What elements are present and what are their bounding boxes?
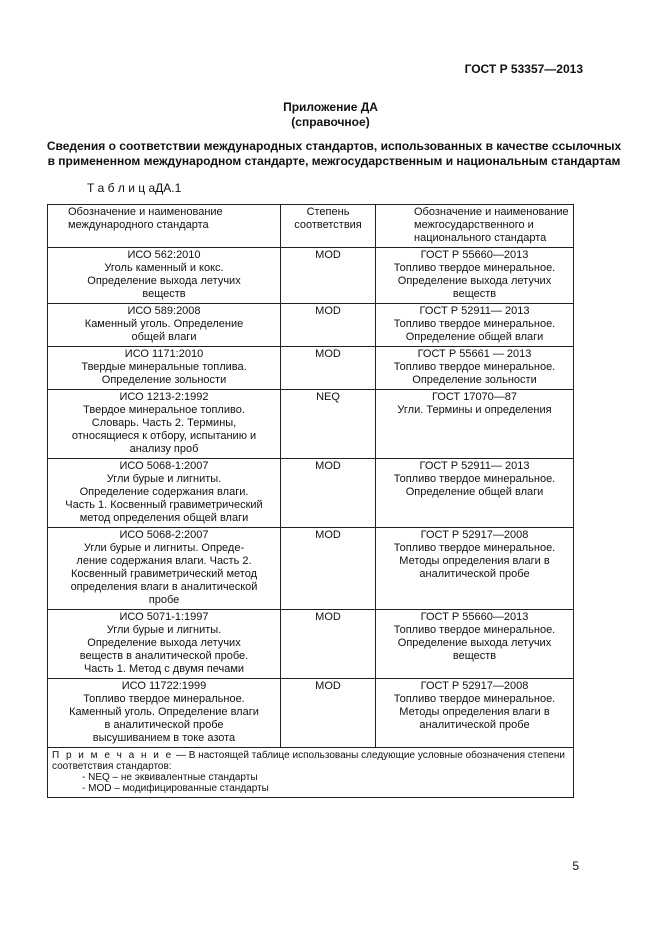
note-prefix: П р и м е ч а н и е (52, 750, 174, 761)
national-standard-cell (376, 528, 574, 610)
cell-line: Угли бурые и лигниты. (106, 473, 222, 485)
cell-line: Каменный уголь. Определение влаги (69, 706, 259, 718)
table-row (48, 347, 574, 390)
table-label-prefix: Т а б л и ц а (87, 181, 156, 195)
document-code: ГОСТ Р 53357—2013 (464, 62, 583, 76)
cell-line: определения влаги в аналитической (70, 581, 258, 593)
cell-line: ГОСТ 17070—87 (431, 391, 518, 403)
intl-standard-cell (48, 304, 281, 347)
header-national-standard (376, 205, 574, 248)
cell-line: ГОСТ Р 52911— 2013 (419, 305, 530, 317)
table-row (48, 610, 574, 679)
national-standard-cell (376, 248, 574, 304)
table-row (48, 390, 574, 459)
degree-cell: MOD (281, 304, 376, 347)
degree-cell: MOD (281, 610, 376, 679)
page-number: 5 (572, 859, 579, 873)
cell-line: ИСО 1213-2:1992 (119, 391, 209, 403)
cell-line: Топливо твердое минеральное. (393, 262, 556, 274)
cell-line: Определение общей влаги (405, 486, 544, 498)
cell-line: ИСО 562:2010 (127, 249, 201, 261)
cell-line: Топливо твердое минеральное. (393, 473, 556, 485)
degree-cell: MOD (281, 459, 376, 528)
cell-line: ГОСТ Р 52917—2008 (420, 680, 529, 692)
cell-line: ИСО 1171:2010 (124, 348, 204, 360)
cell-line: Определение зольности (412, 374, 537, 386)
cell-line: веществ (142, 288, 186, 300)
national-standard-cell (376, 390, 574, 459)
header-line: Обозначение и наименование (68, 206, 223, 218)
cell-line: Уголь каменный и кокс. (104, 262, 224, 274)
cell-line: ГОСТ Р 55660—2013 (420, 249, 529, 261)
cell-line: Топливо твердое минеральное. (393, 542, 556, 554)
cell-line: Определение общей влаги (405, 331, 544, 343)
cell-line: ГОСТ Р 52917—2008 (420, 529, 529, 541)
cell-line: пробе (148, 594, 180, 606)
cell-line: Определение выхода летучих веществ (397, 637, 552, 662)
intl-standard-cell (48, 610, 281, 679)
cell-line: Топливо твердое минеральное. (393, 693, 556, 705)
cell-line: Угли бурые и лигниты. Опреде- (83, 542, 245, 554)
cell-line: ГОСТ Р 55660—2013 (420, 611, 529, 623)
cell-line: Угли. Термины и определения (397, 404, 552, 416)
header-degree (281, 205, 376, 248)
note-item: - MOD – модифицированные стандарты (82, 783, 269, 794)
cell-line: ИСО 5068-1:2007 (119, 460, 209, 472)
table-row (48, 528, 574, 610)
degree-cell: MOD (281, 679, 376, 748)
cell-line: Топливо твердое минеральное. (393, 361, 556, 373)
cell-line: ГОСТ Р 55661 — 2013 (417, 348, 532, 360)
header-line: Обозначение и наименование (414, 206, 569, 218)
intl-standard-cell (48, 248, 281, 304)
cell-line: общей влаги (131, 331, 197, 343)
table-row (48, 679, 574, 748)
table-row (48, 304, 574, 347)
cell-line: Твердые минеральные топлива. (81, 361, 247, 373)
cell-line: Методы определения влаги в (399, 555, 550, 567)
cell-line: Косвенный гравиметрический метод (70, 568, 257, 580)
cell-line: веществ в аналитической пробе. (79, 650, 249, 662)
table-label-number: ДА.1 (155, 181, 182, 195)
note-line (52, 750, 569, 761)
cell-line: Топливо твердое минеральное. (83, 693, 245, 705)
degree-cell: NEQ (281, 390, 376, 459)
intl-standard-cell (48, 347, 281, 390)
cell-line: ИСО 5071-1:1997 (119, 611, 209, 623)
cell-line: Определение выхода летучих (87, 637, 241, 649)
national-standard-cell (376, 610, 574, 679)
degree-cell: MOD (281, 248, 376, 304)
cell-line: аналитической пробе (419, 719, 530, 731)
appendix-title (0, 100, 661, 130)
cell-line: Каменный уголь. Определение (84, 318, 244, 330)
cell-line: ГОСТ Р 52911— 2013 (419, 460, 530, 472)
cell-line: метод определения общей влаги (79, 512, 249, 524)
table-header-row (48, 205, 574, 248)
cell-line: в аналитической пробе (104, 719, 224, 731)
cell-line: Определение содержания влаги. (79, 486, 249, 498)
cell-line: Часть 1. Метод с двумя печами (83, 663, 245, 675)
degree-cell: MOD (281, 347, 376, 390)
cell-line: Определение зольности (101, 374, 227, 386)
intl-standard-cell (48, 679, 281, 748)
header-line: межгосударственного и (414, 219, 534, 231)
heading-line: в примененном международном стандарте, межгосударственным и национальным стандартам (47, 154, 621, 168)
header-line: национального стандарта (414, 232, 547, 244)
header-line: международного стандарта (68, 219, 209, 231)
cell-line: Угли бурые и лигниты. (106, 624, 222, 636)
cell-line: ИСО 589:2008 (127, 305, 201, 317)
table-note (48, 748, 574, 798)
header-line: Степень (306, 206, 350, 218)
note-row (48, 748, 574, 798)
appendix-name: Приложение ДА (283, 100, 378, 114)
cell-line: относящиеся к отбору, испытанию и (71, 430, 257, 442)
appendix-type: (справочное) (291, 115, 370, 129)
table-label (87, 181, 181, 195)
cell-line: аналитической пробе (419, 568, 530, 580)
standards-table (47, 204, 574, 798)
intl-standard-cell (48, 528, 281, 610)
cell-line: Твердое минеральное топливо. (83, 404, 245, 416)
cell-line: ИСО 11722:1999 (121, 680, 207, 692)
intl-standard-cell (48, 390, 281, 459)
note-text: — В настоящей таблице использованы следующие условные обозначения степени (173, 750, 565, 761)
cell-line: ление содержания влаги. Часть 2. (76, 555, 252, 567)
intl-standard-cell (48, 459, 281, 528)
degree-cell: MOD (281, 528, 376, 610)
cell-line: анализу проб (129, 443, 199, 455)
header-intl-standard (48, 205, 281, 248)
national-standard-cell (376, 679, 574, 748)
cell-line: ИСО 5068-2:2007 (119, 529, 209, 541)
cell-line: Определение выхода летучих веществ (397, 275, 552, 300)
cell-line: Часть 1. Косвенный гравиметрический (65, 499, 263, 511)
cell-line: Методы определения влаги в (399, 706, 550, 718)
cell-line: Определение выхода летучих (87, 275, 241, 287)
heading-line: Сведения о соответствии международных стандартов, использованных в качестве ссылочных (46, 139, 622, 153)
header-line: соответствия (294, 219, 362, 231)
table-row (48, 248, 574, 304)
cell-line: Словарь. Часть 2. Термины, (91, 417, 237, 429)
national-standard-cell (376, 459, 574, 528)
note-item: - NEQ – не эквивалентные стандарты (82, 772, 258, 783)
note-line: соответствия стандартов: (52, 761, 172, 772)
section-heading (44, 139, 624, 169)
cell-line: Топливо твердое минеральное. (393, 624, 556, 636)
table-row (48, 459, 574, 528)
cell-line: высушиванием в токе азота (92, 732, 236, 744)
national-standard-cell (376, 347, 574, 390)
national-standard-cell (376, 304, 574, 347)
cell-line: Топливо твердое минеральное. (393, 318, 556, 330)
